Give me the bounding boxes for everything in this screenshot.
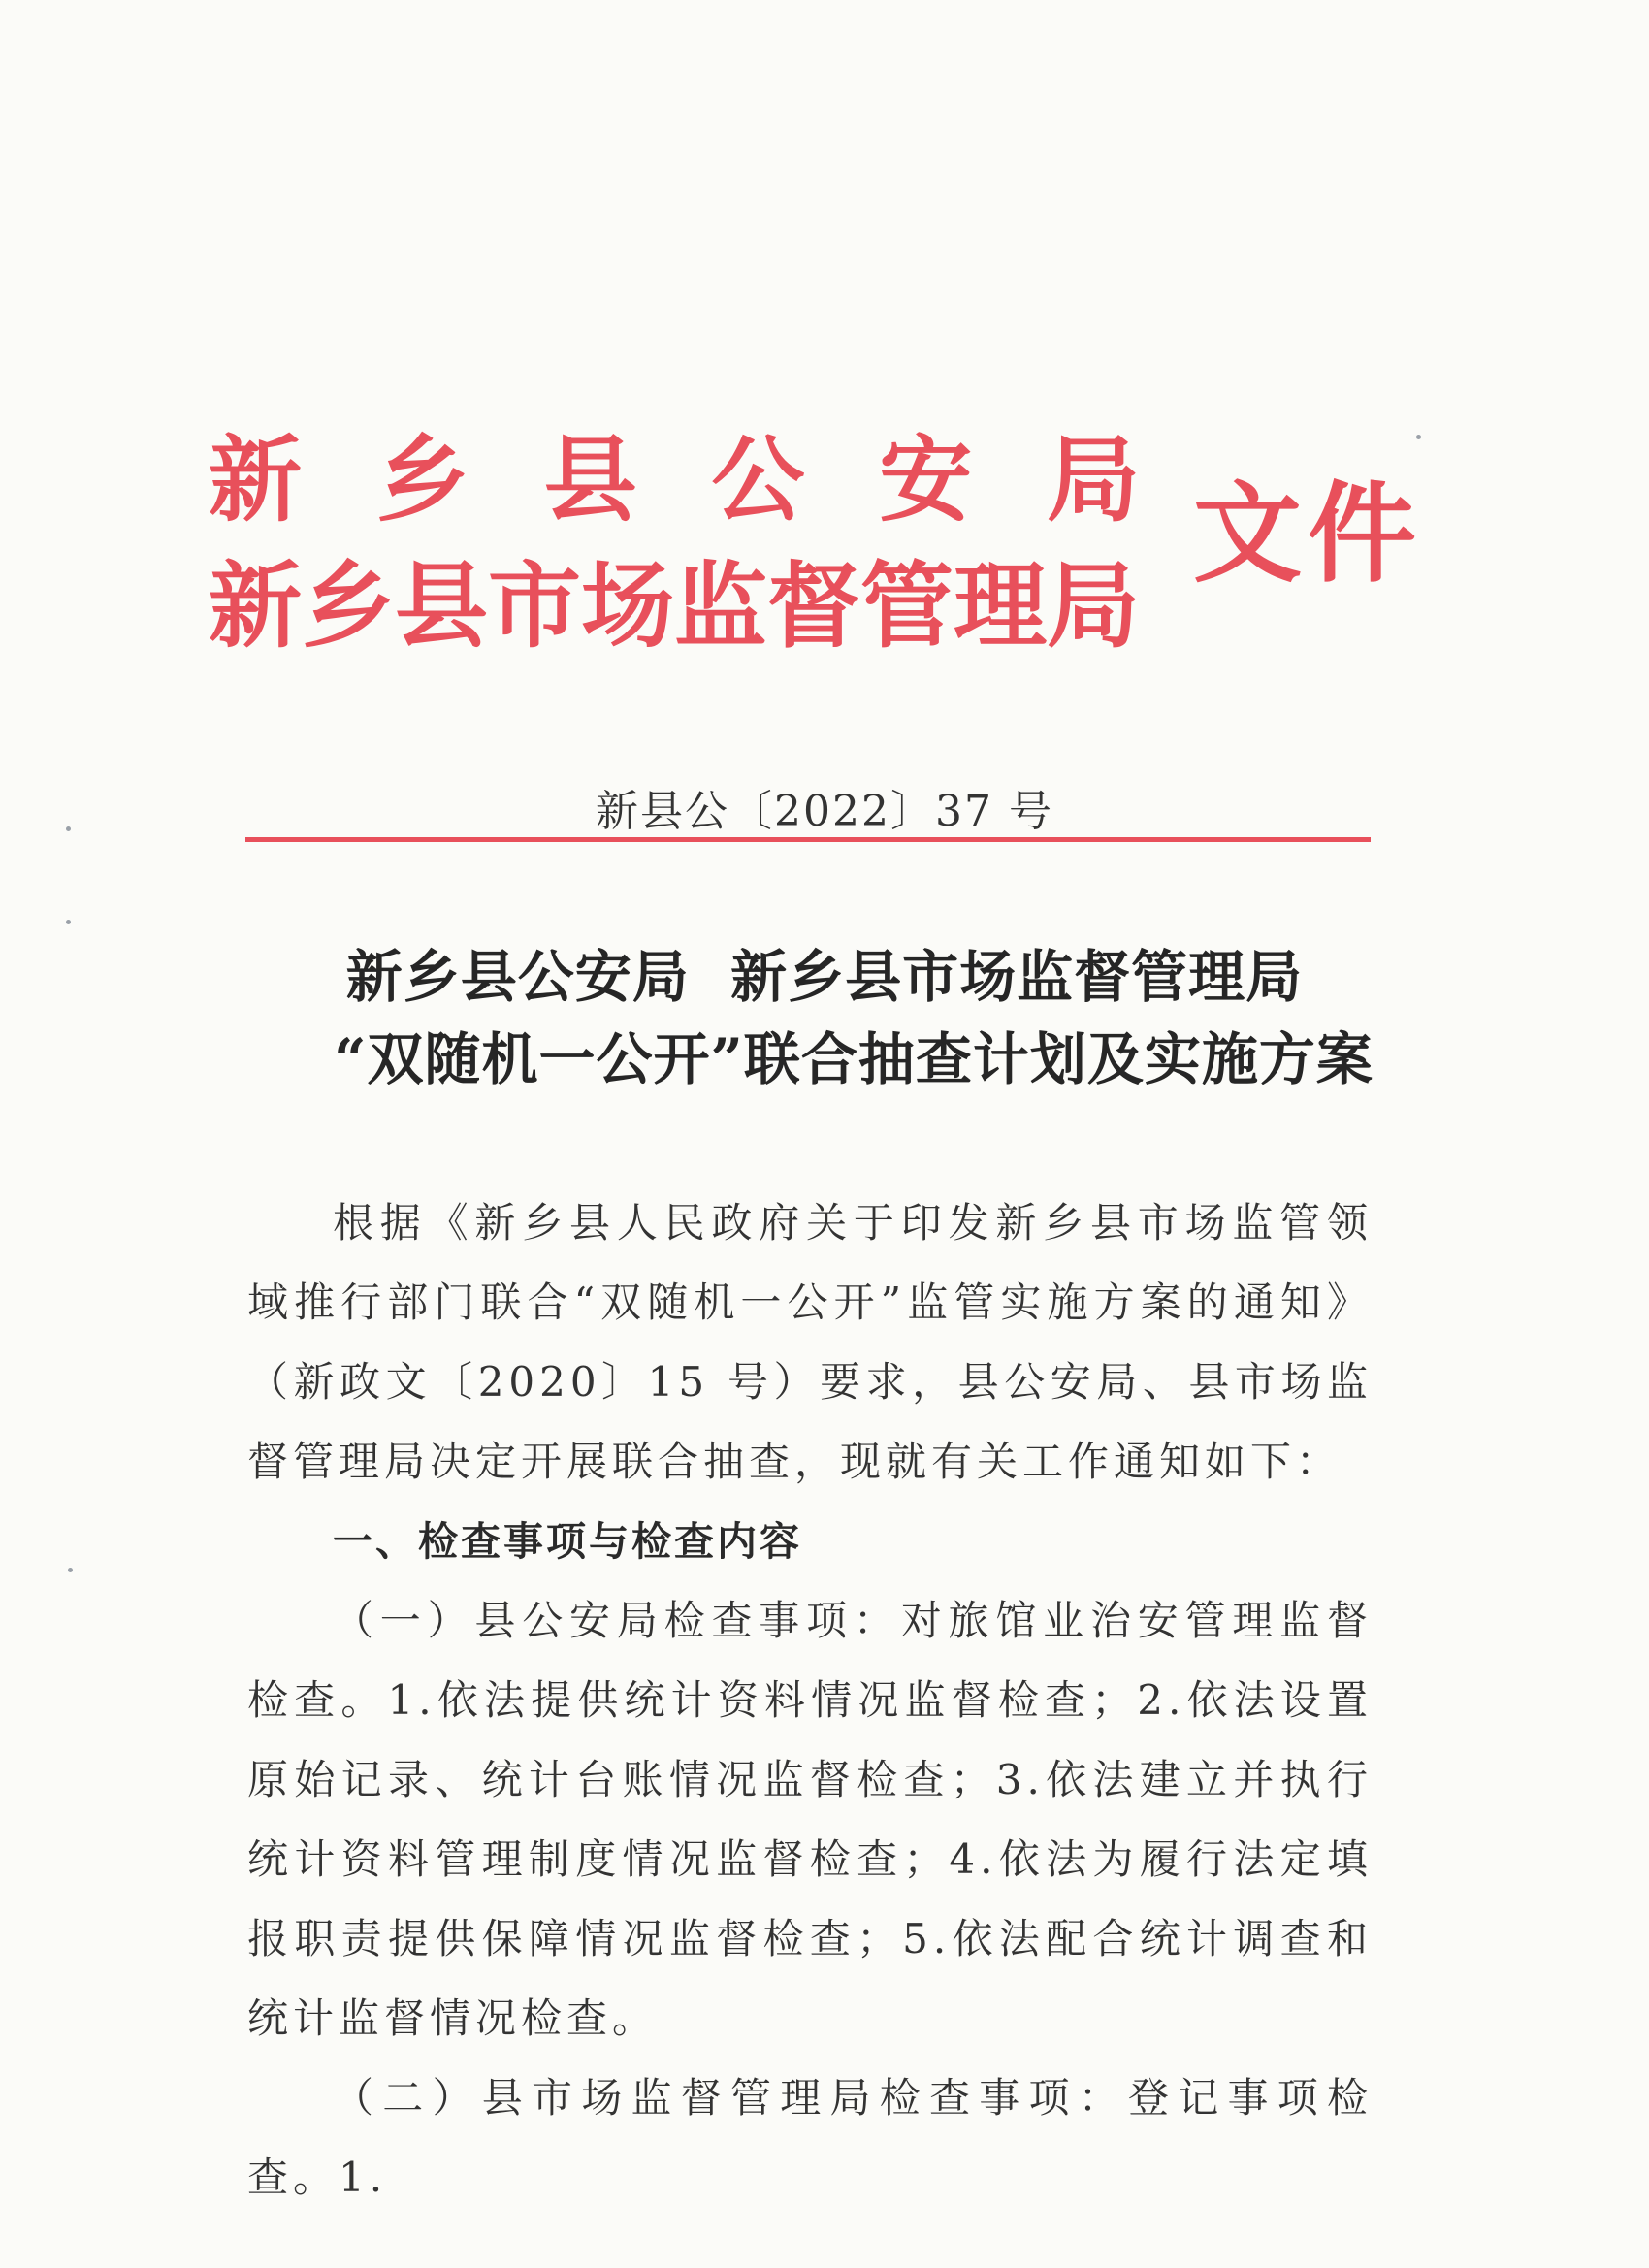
document-title-line2: “双随机一公开”联合抽查计划及实施方案 [334,1026,1374,1092]
issuer-char: 管 [860,551,954,661]
red-divider [245,837,1371,842]
scan-speck [66,826,71,831]
issuer-char: 市 [488,551,581,661]
document-suffix: 文件 [1193,470,1422,598]
issuer-char: 监 [674,551,767,661]
intro-paragraph: 根据《新乡县人民政府关于印发新乡县市场监管领域推行部门联合“双随机一公开”监管实施方案的通知》（新政文〔2020〕15 号）要求，县公安局、县市场监督管理局决定开展联合抽查，现就有关工作通知如下： [247,1199,1373,1485]
document-title-line1: 新乡县公安局 新乡县市场监督管理局 [345,944,1304,1010]
issuer-char: 督 [767,551,860,661]
issuer-char: 公 [711,425,805,535]
section-heading: 一、检查事项与检查内容 [333,1518,802,1565]
inspection-item-1: （一）县公安局检查事项：对旅馆业治安管理监督检查。1.依法提供统计资料情况监督检查；2.依法设置原始记录、统计台账情况监督检查；3.依法建立并执行统计资料管理制度情况监督检查；4.依法为履行法定填报职责提供保障情况监督检查；5.依法配合统计调查和统计监督情况检查。 [247,1597,1373,2042]
issuer-line-market-supervision [209,548,1140,664]
issuer-line-public-security [209,422,1140,538]
issuer-char: 乡 [302,551,395,661]
document-number: 新县公〔2022〕37 号 [596,787,1053,836]
scan-speck [68,1568,73,1572]
scan-speck [66,920,71,924]
issuer-char: 安 [879,425,973,535]
inspection-item-2: （二）县市场监督管理局检查事项：登记事项检查。1. [247,2074,1373,2201]
issuer-char: 县 [395,551,488,661]
document-body [247,1183,1373,2218]
issuer-char: 局 [1046,425,1140,535]
issuer-char: 新 [209,425,302,535]
scan-speck [1416,435,1421,439]
issuer-char: 新 [209,551,302,661]
issuer-char: 场 [581,551,674,661]
issuer-char: 理 [954,551,1047,661]
issuer-char: 乡 [375,425,469,535]
issuer-char: 县 [543,425,637,535]
issuer-char: 局 [1047,551,1140,661]
